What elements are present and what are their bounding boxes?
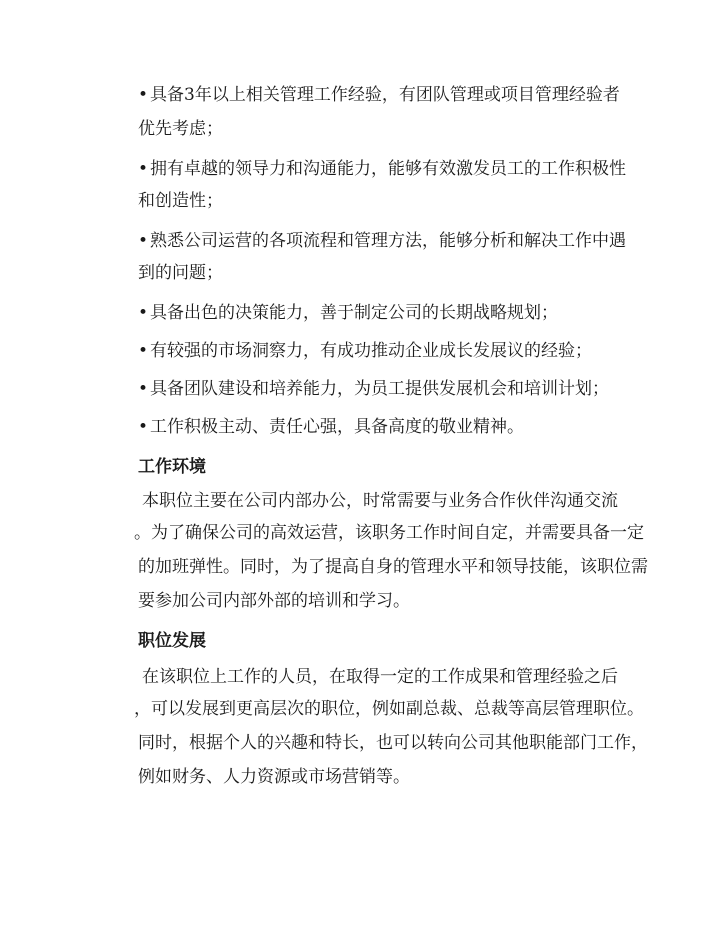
- section-heading-work-env: 工作环境: [138, 457, 206, 477]
- bullet-icon: •: [138, 159, 149, 179]
- bullet-icon: •: [138, 341, 149, 361]
- section-heading-career: 职位发展: [138, 631, 206, 651]
- requirement-item: • 拥有卓越的领导力和沟通能力，能够有效激发员工的工作积极性: [138, 159, 626, 179]
- bullet-icon: •: [138, 231, 149, 251]
- bullet-icon: •: [138, 303, 149, 323]
- paragraph-line: 同时，根据个人的兴趣和特长，也可以转向公司其他职能部门工作，: [138, 733, 648, 753]
- paragraph-line: 的加班弹性。同时，为了提高自身的管理水平和领导技能，该职位需: [138, 557, 648, 577]
- requirement-item-continuation: 和创造性；: [138, 191, 223, 211]
- requirement-item: • 熟悉公司运营的各项流程和管理方法，能够分析和解决工作中遇: [138, 231, 626, 251]
- paragraph-line: 要参加公司内部外部的培训和学习。: [138, 591, 410, 611]
- requirement-item: • 具备3年以上相关管理工作经验，有团队管理或项目管理经验者: [138, 85, 620, 105]
- paragraph-line: 在该职位上工作的人员，在取得一定的工作成果和管理经验之后: [142, 667, 618, 687]
- requirement-item: • 具备出色的决策能力，善于制定公司的长期战略规划；: [138, 303, 558, 323]
- paragraph-line: 本职位主要在公司内部办公，时常需要与业务合作伙伴沟通交流: [142, 491, 618, 511]
- requirement-item: • 有较强的市场洞察力，有成功推动企业成长发展议的经验；: [138, 341, 592, 361]
- requirement-item-continuation: 到的问题；: [138, 263, 223, 283]
- paragraph-line: ，可以发展到更高层次的职位，例如副总裁、总裁等高层管理职位。: [134, 699, 644, 719]
- bullet-icon: •: [138, 379, 149, 399]
- requirement-item: • 工作积极主动、责任心强，具备高度的敬业精神。: [138, 417, 524, 437]
- requirement-item-continuation: 优先考虑；: [138, 119, 223, 139]
- paragraph-line: 例如财务、人力资源或市场营销等。: [138, 767, 410, 787]
- bullet-icon: •: [138, 417, 149, 437]
- bullet-icon: •: [138, 85, 149, 105]
- requirement-item: • 具备团队建设和培养能力，为员工提供发展机会和培训计划；: [138, 379, 609, 399]
- paragraph-line: 。为了确保公司的高效运营，该职务工作时间自定，并需要具备一定: [134, 523, 644, 543]
